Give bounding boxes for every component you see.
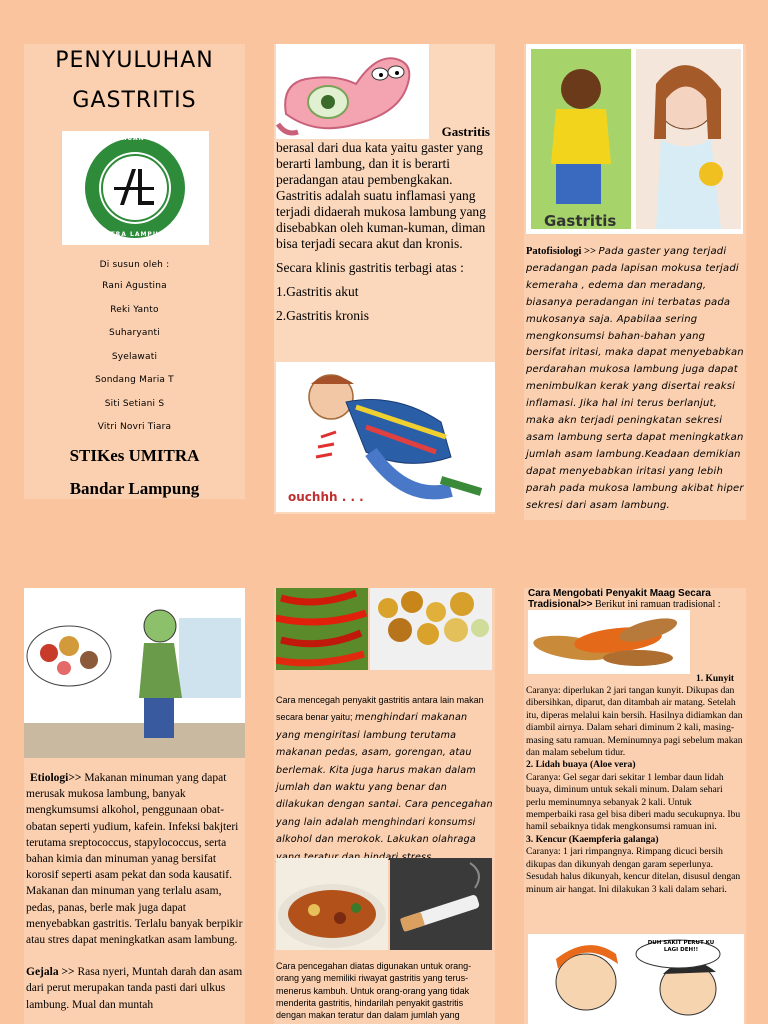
pathophysiology-panel bbox=[524, 44, 746, 520]
treatment-text bbox=[526, 685, 744, 933]
stomach-pain-cartoon-image bbox=[528, 934, 744, 1024]
cover-title-line2: GASTRITIS bbox=[72, 88, 197, 113]
author-list bbox=[24, 281, 245, 446]
sick-man-junkfood-image bbox=[24, 588, 245, 758]
prevention-body: menghindari makanan yang mengiritasi lambung terutama makanan pedas, asam, gorengan, atau berlemak. Kita juga harus makan dalam jumlah dan waktu yang benar dan dilakukan dengan santai. Cara pencegahan yang lain adalah menghindari konsumsi alkohol dan merokok. Lakukan olahraga bbox=[276, 712, 493, 846]
fried-food-image bbox=[370, 588, 492, 670]
institution-city: Bandar Lampung bbox=[69, 479, 200, 498]
cartoon-speech: DUH SAKIT PERUT KU LAGI DEH!! bbox=[647, 940, 715, 953]
symptom-body: Rasa nyeri, Muntah darah dan asam dari perut merupakan tanda pasti dari ulkus lambung. Mual dan muntah bbox=[26, 966, 243, 1011]
logo-text-bottom: MITRA LAMPUNG bbox=[100, 231, 171, 238]
treatment-panel bbox=[524, 588, 746, 1024]
stomach-ache-boy-image bbox=[276, 362, 495, 512]
prevention-panel bbox=[274, 588, 495, 1024]
ouch-caption: ouchhh . . . bbox=[288, 490, 364, 504]
treatment-title bbox=[528, 588, 744, 610]
types-intro: Secara klinis gastritis terbagi atas : bbox=[276, 260, 464, 275]
definition-lead: Gastritis bbox=[441, 124, 490, 139]
author-name: Rani Agustina bbox=[102, 281, 167, 291]
author-name: Sondang Maria T bbox=[95, 375, 174, 385]
institution-name: STIKes UMITRA bbox=[69, 446, 200, 465]
author-name: Syelawati bbox=[111, 351, 158, 362]
remedy3-body: Caranya: 1 jari rimpangnya. Rimpang dicuci bersih dikupas dan dikunyah dengan garam seperlunya. Sesudah halus dikunyah, kencur ditelan, disusul dengan minum air hangat. Ini dilakukan 3 kali dalam sehari. bbox=[526, 846, 741, 895]
logo-text-top: PERGURUAN TINGGI bbox=[93, 135, 178, 142]
compiled-by-label: Di susun oleh : bbox=[99, 260, 170, 270]
cover-panel bbox=[24, 44, 245, 499]
etiology-lead: Etiologi>> bbox=[30, 772, 82, 784]
prevention-intro: Cara mencegah penyakit gastritis antara lain makan secara benar yaitu; bbox=[276, 695, 484, 723]
gastritis-cartoon-image bbox=[526, 44, 743, 234]
treatment-heading-tail: Berikut ini ramuan tradisional : bbox=[594, 599, 721, 610]
remedy2-body: Caranya: Gel segar dari sekitar 1 lembar daun lidah buaya, diminum untuk sekali minum. Dalam sehari perlu meminumnya sebanyak 2 kali. Untuk memperbaiki rasa gel bisa diberi madu secukupnya. Ibu hamil sebaiknya tidak mengkonsumsi ramuan ini. bbox=[526, 771, 741, 833]
pathophysiology-lead: Patofisiologi >> bbox=[526, 246, 597, 257]
etiology-panel bbox=[24, 588, 245, 1024]
chili-peppers-image bbox=[276, 588, 368, 670]
symptom-lead: Gejala >> bbox=[26, 966, 75, 979]
cigarette-image bbox=[390, 858, 492, 950]
remedy1-body: Caranya: diperlukan 2 jari tangan kunyit. Dikupas dan dibersihkan, diparut, dan ditambah air matang. Setelah itu, diperas melalui kain bersih. Hasilnya didiamkan dan diambil airnya. Dalam sehari diminum 2 kali, masing-masing satu ramuan. Meminumnya pagi sebelum makan dan malam sebelum tidur. bbox=[526, 685, 743, 759]
gastritis-image-label: Gastritis bbox=[544, 212, 617, 230]
etiology-text bbox=[26, 770, 244, 1013]
author-name: Siti Setiani S bbox=[104, 398, 165, 409]
spicy-curry-image bbox=[276, 858, 388, 950]
definition-panel bbox=[274, 44, 495, 514]
treatment-heading: Cara Mengobati Penyakit Maag Secara Tradisional>> bbox=[528, 588, 711, 610]
definition-text bbox=[276, 124, 490, 324]
etiology-body: Makanan minuman yang dapat merusak mukosa lambung, banyak mengkumsumsi alkohol, penggunaan obat-obatan seperti yudium, kafein. Infeksi bakjteri terutama sreptococcus, stapylococcus, serta bahan kimia dan minuman yanag bersifat korosif seperti asam pekat dan soda kausatif. Makanan dan minuman yang terlalu asam, pedas, panas, berle mak juga dapat menyebabkan gastritis. Terlalu banyak berpikir atau stres dapat meningkatkan asam lambung. bbox=[26, 772, 243, 947]
remedy3-title: 3. Kencur (Kaempferia galanga) bbox=[526, 833, 659, 845]
remedy1-title: 1. Kunyit bbox=[695, 674, 734, 684]
author-name: Reki Yanto bbox=[110, 304, 159, 315]
cover-title-line1: PENYULUHAN bbox=[55, 48, 214, 73]
prevention-note: Cara pencegahan diatas digunakan untuk orang-orang yang memiliki riwayat gastritis yang terus-menerus kambuh. Untuk orang-orang yang tidak menderita gastritis, hindarilah penyakit gastritis dengan makan teratur dan dalam jumlah yang bbox=[276, 961, 472, 1021]
definition-body: berasal dari dua kata yaitu gaster yang berarti lambung, dan it is berarti peradangan atau pembengkakan. Gastritis adalah suatu inflamasi yang terjadi didaerah mukosa lambung yang disebabkan oleh kuman-kuman, diman bisa terjadi secara akut dan kronis. bbox=[276, 140, 486, 251]
institution-logo bbox=[62, 131, 209, 245]
pathophysiology-text bbox=[526, 244, 745, 515]
type-acute: 1.Gastritis akut bbox=[276, 284, 359, 299]
author-name: Vitri Novri Tiara bbox=[97, 422, 172, 432]
remedy2-title: 2. Lidah buaya (Aloe vera) bbox=[526, 759, 636, 771]
pathophysiology-body: Pada gaster yang terjadi peradangan pada lapisan mokusa terjadi kemeraha , edema dan meradang, biasanya peradangan ini terbatas pada mukosanya saja. Apabilaa sering mengkonsumsi bahan-bahan yang bersifat iritasi, maka dapat menyebabkan perdarahan mukosa lambung juga dapat menimbulkan kerak yang disertai reaksi inflamasi. Jika hal ini terus berlanjut, maka akn terjadi peningkatan sekresi asam lambung serta dapat meningkatkan jumlah asam lambung.Keadaan demikian dapat menyebabkan iritasi yang lebih parah pada mukosa lambung akibat hiper sekresi dari asam lambung. bbox=[526, 246, 744, 511]
type-chronic: 2.Gastritis kronis bbox=[276, 308, 369, 323]
author-name: Suharyanti bbox=[109, 328, 160, 338]
turmeric-image bbox=[528, 610, 690, 674]
prevention-text bbox=[276, 692, 493, 866]
